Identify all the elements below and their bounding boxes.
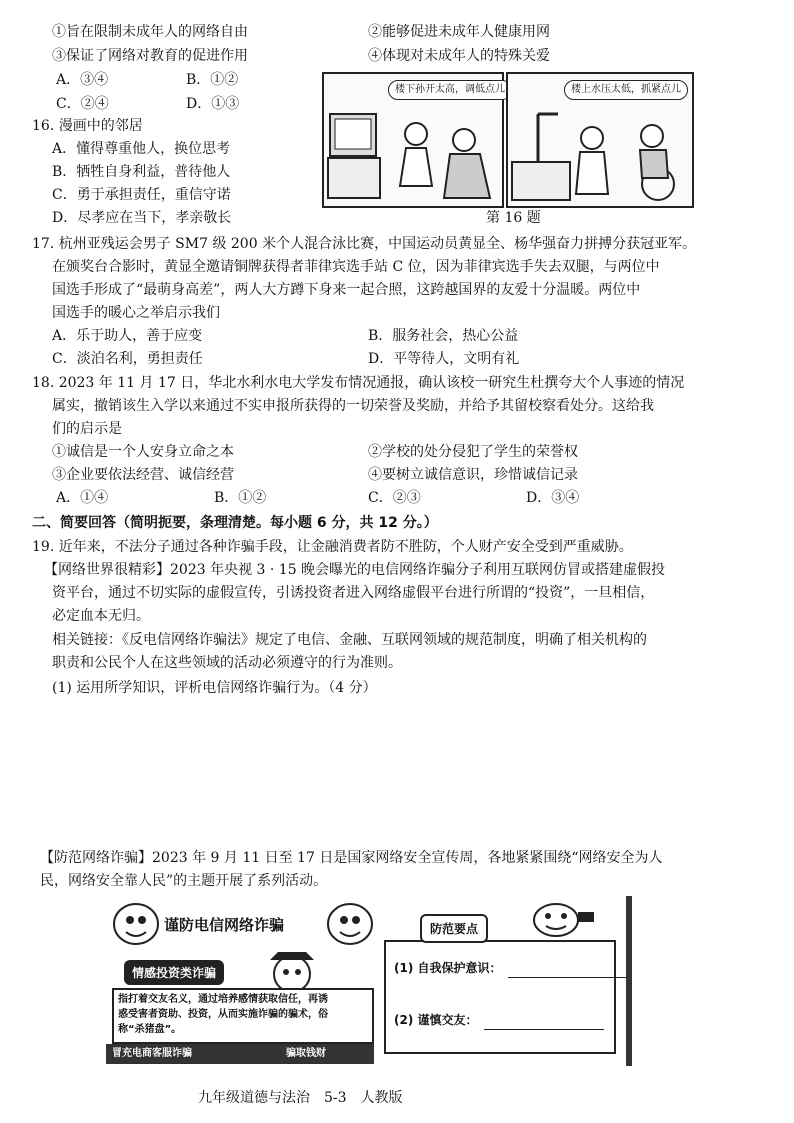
q18-statement-3: ③企业要依法经营、诚信经营 [52,467,234,483]
q15-statement-3: ③保证了网络对教育的促进作用 [52,48,248,64]
poster-bottom-strip [106,1044,374,1064]
q15-option-d: D．①③ [186,96,240,112]
cartoon-right-speech-bubble: 楼上水压太低，抓紧点儿 [564,80,688,100]
q19-material-3-line-1: 【防范网络诈骗】2023 年 9 月 11 日至 17 日是国家网络安全宣传周，各地紧紧围绕“网络安全为人 [40,850,663,866]
q18-line-2: 属实，撤销该生入学以来通过不实申报所获得的一切荣誉及奖励，并给予其留校察看处分。这给我 [52,398,654,414]
q16-stem: 16. 漫画中的邻居 [32,118,143,134]
q19-material-1-line-3: 必定血本无归。 [52,608,150,624]
q17-option-b: B．服务社会，热心公益 [368,328,519,344]
q19-material-1-line-2: 资平台，通过不切实际的虚假宣传，引诱投资者进入网络虚假平台进行所谓的“投资”，一旦相信， [52,585,655,601]
vertical-divider-bar [626,896,632,1066]
q18-statement-1: ①诚信是一个人安身立命之本 [52,444,234,460]
q19-material-1-line-1: 【网络世界很精彩】2023 年央视 3 · 15 晚会曝光的电信网络诈骗分子利用互联网仿冒或搭建虚假投 [44,562,666,578]
q18-option-b: B．①② [214,490,267,506]
q17-option-a: A．乐于助人，善于应变 [52,328,203,344]
key-point-1-blank [508,963,628,978]
q18-statement-4: ④要树立诚信意识，珍惜诚信记录 [368,467,578,483]
anti-fraud-poster [112,894,374,1064]
poster-tag-ecommerce-scam: 冒充电商客服诈骗 [112,1048,192,1059]
q15-option-c: C．②④ [56,96,109,112]
poster-desc-line-1: 指打着交友名义，通过培养感情获取信任，再诱 [118,994,328,1005]
q15-statement-4: ④体现对未成年人的特殊关爱 [368,48,550,64]
q19-link-line-2: 职责和公民个人在这些领域的活动必须遵守的行为准则。 [52,655,402,671]
q18-statement-2: ②学校的处分侵犯了学生的荣誉权 [368,444,578,460]
key-points-title: 防范要点 [420,914,488,943]
q16-option-b: B．牺牲自身利益，普待他人 [52,164,231,180]
poster-tag-romance-scam: 情感投资类诈骗 [124,960,224,985]
q18-line-1: 18. 2023 年 11 月 17 日，华北水利水电大学发布情况通报，确认该校一研究生杜撰夸大个人事迹的情况 [32,375,685,391]
q16-option-d: D．尽孝应在当下，孝亲敬长 [52,210,232,226]
prevention-key-points-box [384,940,616,1054]
poster-description-box [112,988,374,1044]
q18-option-c: C．②③ [368,490,421,506]
key-point-2-label: (2) 谨慎交友： [394,1013,478,1027]
q19-line-1: 19. 近年来，不法分子通过各种诈骗手段，让金融消费者防不胜防，个人财产安全受到严重威胁。 [32,539,633,555]
q19-material-3-line-2: 民，网络安全靠人民”的主题开展了系列活动。 [40,873,328,889]
q17-line-2: 在颁奖台合影时，黄显全邀请铜牌获得者菲律宾选手站 C 位，因为菲律宾选手失去双腿，与两位中 [52,259,660,275]
cartoon-panel-right [506,72,694,208]
q16-option-c: C．勇于承担责任，重信守诺 [52,187,231,203]
key-point-1-label: (1) 自我保护意识： [394,961,502,975]
q16-caption: 第 16 题 [486,210,541,226]
q17-line-4: 国选手的暖心之举启示我们 [52,305,220,321]
section-2-heading: 二、简要回答（简明扼要，条理清楚。每小题 6 分，共 12 分。） [32,515,438,531]
q19-subquestion-1: (1) 运用所学知识，评析电信网络诈骗行为。（4 分） [52,680,377,696]
poster-desc-line-3: 称“杀猪盘”。 [118,1024,182,1035]
q16-option-a: A．懂得尊重他人，换位思考 [52,141,231,157]
page-footer: 九年级道德与法治 5-3 人教版 [198,1090,403,1106]
q15-statement-1: ①旨在限制未成年人的网络自由 [52,24,248,40]
poster-desc-line-2: 惑受害者资助、投资，从而实施诈骗的骗术，俗 [118,1009,328,1020]
q18-option-d: D．③④ [526,490,580,506]
cartoon-panel-left [322,72,504,208]
q18-option-a: A．①④ [56,490,109,506]
q15-option-b: B．①② [186,72,239,88]
poster-title: 谨防电信网络诈骗 [164,916,285,934]
q15-statement-2: ②能够促进未成年人健康用网 [368,24,550,40]
q19-link-line-1: 相关链接：《反电信网络诈骗法》规定了电信、金融、互联网领域的规范制度，明确了相关机构的 [52,632,647,648]
cartoon-left-speech-bubble: 楼下孙开太高，调低点儿 [388,80,512,100]
q15-option-a: A．③④ [56,72,109,88]
key-point-2-blank [484,1015,604,1030]
alarm-mascot-icon [520,896,600,940]
q17-line-3: 国选手形成了“最萌身高差”，两人大方蹲下身来一起合照，这跨越国界的友爱十分温暖。两位中 [52,282,641,298]
q18-line-3: 们的启示是 [52,421,122,437]
q17-option-c: C．淡泊名利，勇担责任 [52,351,203,367]
q17-line-1: 17. 杭州亚残运会男子 SM7 级 200 米个人混合泳比赛，中国运动员黄显全、杨华强奋力拼搏分获冠亚军。 [32,236,697,252]
q17-option-d: D．平等待人，文明有礼 [368,351,520,367]
poster-bottom-text: 骗取钱财 [286,1048,326,1059]
